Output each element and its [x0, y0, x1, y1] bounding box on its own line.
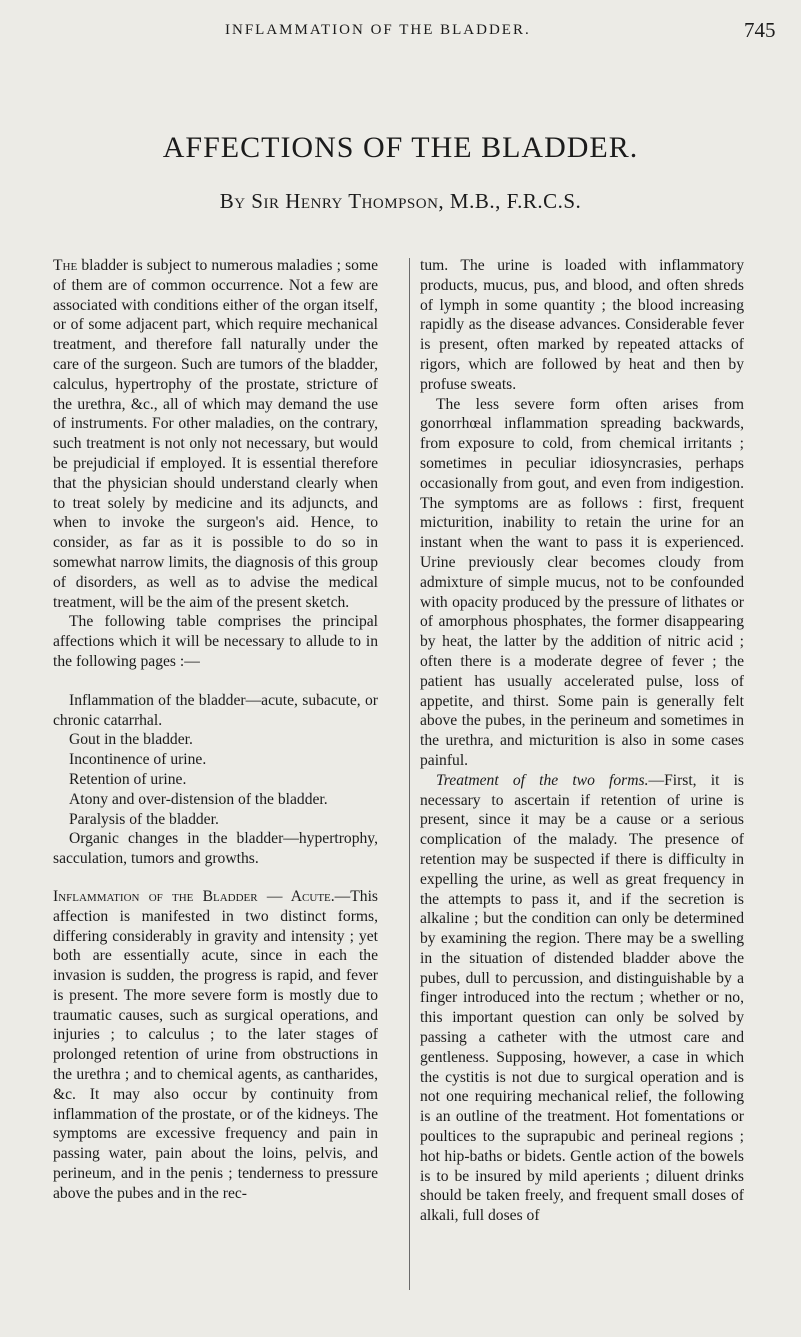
less-severe-form-paragraph: The less severe form often arises from gonorrhœal inflammation spreading backwards, from exposure to cold, from chemical irritants ; sometimes in peculiar idiosyncrasies, perhaps occasionally from gout, and even from indigestion. The symptoms are as follows : first, frequent micturition, inability to retain the urine for an instant when the want to pass it is experienced. Urine previously clear becomes cloudy from admixture of simple mucus, not to be confounded with opacity produced by the pressure of lithates or of amorphous phosphates, the former disappearing by heat, the latter by the addition of nitric acid ; often there is a moderate degree of fever ; the patient has usually accelerated pulse, loss of appetite, and thirst. Some pain is generally felt above the pubes, in the perineum and sometimes in the urethra, and micturition is also in some cases painful. [420, 395, 744, 769]
right-column [420, 256, 744, 1226]
treatment-heading: Treatment of the two forms. [436, 771, 649, 789]
continued-paragraph: tum. The urine is loaded with inflammatory products, mucus, pus, and blood, and often shreds of lymph in some quantity ; the blood increasing rapidly as the disease advances. Considerable fever is present, often marked by repeated attacks of rigors, which are followed by heat and then by profuse sweats. [420, 257, 744, 393]
list-item: Incontinence of urine. [69, 751, 207, 769]
left-column [53, 256, 378, 1204]
running-head-title: INFLAMMATION OF THE BLADDER. [225, 22, 531, 38]
conditions-list [53, 691, 378, 869]
list-item: Inflammation of the bladder—acute, subacute, or chronic catarrhal. [53, 691, 378, 729]
table-intro-paragraph: The following table comprises the principal affections which it will be necessary to allude to in the following pages :— [53, 613, 378, 670]
treatment-text: —First, it is necessary to ascertain if retention of urine is present, since it may be a cause or a serious complication of the malady. The presence of retention may be suspected if there is difficulty in expelling the urine, as well as great frequency in the attempts to pass it, and if the secretion is alkaline ; but the condition can only be determined by examining the region. There may be a swelling in the situation of distended bladder above the pubes, dull to percussion, and distinguishable by a finger introduced into the rectum ; whether or no, this important question can only be solved by passing a catheter with the utmost care and gentleness. Supposing, however, a case in which the cystitis is not due to surgical operation and is not one requiring mechanical relief, the following is an outline of the treatment. Hot fomentations or poultices to the suprapubic and perineal regions ; hot hip-baths or bidets. Gentle action of the bowels is to be insured by mild aperients ; diluent drinks should be taken freely, and frequent small doses of alkali, full doses of [420, 771, 744, 1225]
list-item: Gout in the bladder. [69, 731, 193, 749]
list-item: Paralysis of the bladder. [69, 810, 219, 828]
article-title: AFFECTIONS OF THE BLADDER. [162, 131, 639, 164]
article-byline [0, 189, 801, 214]
list-item: Organic changes in the bladder—hypertrophy, sacculation, tumors and growths. [53, 830, 378, 868]
list-item: Atony and over-distension of the bladder. [69, 790, 328, 808]
byline-text: By Sir Henry Thompson, M.B., F.R.C.S. [219, 189, 582, 213]
section-text: —This affection is manifested in two distinct forms, differing considerably in gravity and intensity ; yet both are essentially acute, since in each the invasion is sudden, the progress is rapid, and fever is present. The more severe form is mostly due to traumatic causes, such as surgical operations, and injuries ; to calculus ; to the later stages of prolonged retention of urine from obstructions in the urethra ; and to chemical agents, as cantharides, &c. It may also occur by continuity from inflammation of the prostate, or of the kidneys. The symptoms are excessive frequency and pain in passing water, pain about the loins, pelvis, and perineum, and in the penis ; tenderness to pressure above the pubes and in the rec- [53, 887, 378, 1202]
intro-paragraph [53, 256, 378, 612]
list-item: Retention of urine. [69, 770, 187, 788]
column-divider [409, 258, 410, 1290]
section-heading: Inflammation of the Bladder — Acute. [53, 887, 335, 905]
intro-text: bladder is subject to numerous maladies ; some of them are of common occurrence. Not a few are associated with conditions either of the organ itself, or of some adjacent part, which require mechanical treatment, and therefore fall naturally under the care of the surgeon. Such are tumors of the bladder, calculus, hypertrophy of the prostate, stricture of the urethra, &c., all of which may demand the use of instruments. For other maladies, on the contrary, such treatment is not only not necessary, but would be prejudicial if employed. It is essential therefore that the physician should understand clearly when to treat solely by medicine and its adjuncts, and when to invoke the surgeon's aid. Hence, to consider, as far as it is possible to do so in somewhat narrow limits, the diagnosis of this group of disorders, as well as to advise the medical treatment, will be the aim of the present sketch. [53, 257, 378, 611]
intro-lead-word: The [53, 257, 78, 274]
treatment-paragraph [420, 771, 744, 1226]
page-number: 745 [744, 18, 776, 42]
acute-inflammation-section [53, 887, 378, 1204]
